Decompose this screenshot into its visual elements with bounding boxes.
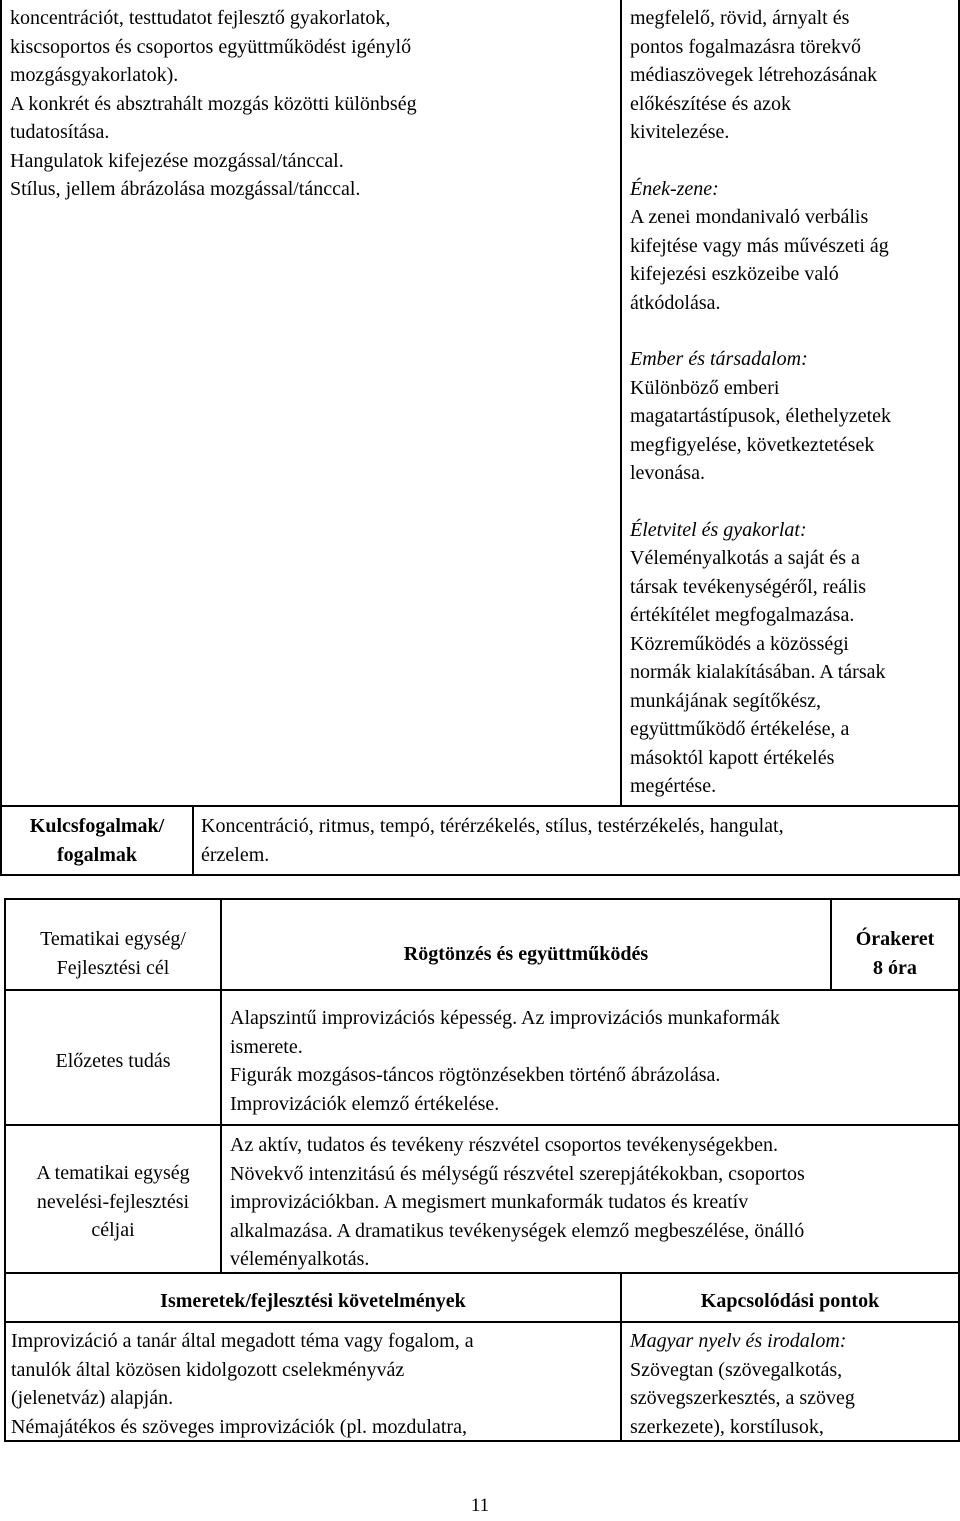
right-intro-line: médiaszövegek létrehozásának xyxy=(630,64,878,86)
unit-label-line: Tematikai egység/ xyxy=(40,928,186,950)
block-line: A zenei mondanivaló verbális xyxy=(630,206,869,228)
req-line: Improvizáció a tanár által megadott téma vagy fogalom, a xyxy=(11,1330,474,1352)
prior-line: Improvizációk elemző értékelése. xyxy=(230,1092,500,1115)
block-line: Közreműködés a közösségi xyxy=(630,632,849,655)
connections-heading: Magyar nyelv és irodalom: xyxy=(630,1330,847,1352)
block-line: normák kialakításában. A társak xyxy=(630,661,886,683)
req-line: (jelenetváz) alapján. xyxy=(11,1387,174,1409)
goals-label-line: A tematikai egység xyxy=(36,1162,190,1184)
block-line: Különböző emberi xyxy=(630,376,780,399)
goals-value xyxy=(230,1131,805,1274)
t1-left-text xyxy=(10,4,417,204)
connections-value xyxy=(630,1327,855,1441)
goals-line: improvizációkban. A megismert munkaformák tudatos és kreatív xyxy=(230,1191,749,1213)
requirements-header: Ismeretek/fejlesztési követelmények xyxy=(160,1290,466,1312)
block-line: másoktól kapott értékelés xyxy=(630,746,835,769)
block-line: Véleményalkotás a saját és a xyxy=(630,547,860,569)
goals-label-line: nevelési-fejlesztési xyxy=(36,1190,190,1213)
left-line: koncentrációt, testtudatot fejlesztő gyakorlatok, xyxy=(10,7,391,29)
connections-header: Kapcsolódási pontok xyxy=(700,1290,880,1312)
left-line: A konkrét és absztrahált mozgás közötti különbség xyxy=(10,92,417,115)
block-heading-enek-zene: Ének-zene: xyxy=(630,177,719,200)
hours-label: Órakeret xyxy=(855,928,935,950)
prior-line: Alapszintű improvizációs képesség. Az improvizációs munkaformák xyxy=(230,1007,780,1029)
block-line: átkódolása. xyxy=(630,291,721,314)
left-line: kiscsoportos és csoportos együttműködést igénylő xyxy=(10,35,412,58)
right-intro-line: pontos fogalmazásra törekvő xyxy=(630,35,862,58)
block-line: magatartástípusok, élethelyzetek xyxy=(630,405,892,427)
t1-col-divider xyxy=(620,0,622,806)
key-concepts-label xyxy=(2,812,192,869)
t2-prior-bottom xyxy=(4,1124,960,1126)
prior-knowledge-value xyxy=(230,1004,780,1118)
block-line: együttműködő értékelése, a xyxy=(630,718,850,740)
prior-knowledge-label: Előzetes tudás xyxy=(55,1050,171,1072)
unit-label xyxy=(6,925,220,982)
requirements-value xyxy=(11,1327,474,1441)
prior-line: ismerete. xyxy=(230,1035,303,1058)
link-line: szerkezete), korstílusok, xyxy=(630,1415,824,1438)
hours-value: 8 óra xyxy=(873,956,917,979)
key-value-line: Koncentráció, ritmus, tempó, térérzékelés, stílus, testérzékelés, hangulat, xyxy=(201,815,784,837)
t1-key-label-divider xyxy=(192,805,194,876)
link-line: szövegszerkesztés, a szöveg xyxy=(630,1387,855,1409)
hours-cell xyxy=(832,925,958,982)
block-line: megértése. xyxy=(630,775,717,797)
right-intro-line: kivitelezése. xyxy=(630,121,730,143)
goals-line: alkalmazása. A dramatikus tevékenységek elemző megbeszélése, önálló xyxy=(230,1219,805,1242)
right-intro-line: előkészítése és azok xyxy=(630,92,792,115)
t2-subheader-bottom xyxy=(4,1321,960,1323)
req-line: tanulók által közösen kidolgozott cselekményváz xyxy=(11,1358,405,1381)
goals-line: véleményalkotás. xyxy=(230,1248,370,1270)
t1-key-row-top xyxy=(0,805,960,807)
goals-line: Az aktív, tudatos és tevékeny részvétel csoportos tevékenységekben. xyxy=(230,1134,778,1156)
block-line: megfigyelése, következtetések xyxy=(630,433,875,456)
block-line: értékítélet megfogalmazása. xyxy=(630,604,855,626)
left-line: mozgásgyakorlatok). xyxy=(10,64,179,86)
key-value-line: érzelem. xyxy=(201,843,270,866)
block-line: kifejezési eszközeibe való xyxy=(630,263,839,285)
block-line: munkájának segítőkész, xyxy=(630,689,822,712)
left-line: tudatosítása. xyxy=(10,121,110,143)
t1-left-border xyxy=(0,0,2,876)
unit-title: Rögtönzés és együttműködés xyxy=(403,943,649,965)
t2-header-bottom xyxy=(4,989,960,991)
t1-bottom-border xyxy=(0,874,960,876)
goals-label-line: céljai xyxy=(91,1219,135,1241)
block-line: levonása. xyxy=(630,462,705,484)
goals-line: Növekvő intenzitású és mélységű részvétel szerepjátékokban, csoportos xyxy=(230,1162,805,1185)
goals-label xyxy=(6,1159,220,1245)
key-label-line: Kulcsfogalmak/ xyxy=(29,815,165,837)
key-concepts-value xyxy=(201,812,784,869)
t1-right-text xyxy=(630,4,891,801)
left-line: Hangulatok kifejezése mozgással/tánccal. xyxy=(10,149,344,172)
block-heading-eletvitel: Életvitel és gyakorlat: xyxy=(630,518,807,541)
req-line: Némajátékos és szöveges improvizációk (pl. mozdulatra, xyxy=(11,1415,467,1438)
block-line: kifejtése vagy más művészeti ág xyxy=(630,234,889,257)
key-label-line: fogalmak xyxy=(57,843,137,866)
block-heading-ember-es-tarsadalom: Ember és társadalom: xyxy=(630,348,808,370)
block-line: társak tevékenységéről, reális xyxy=(630,575,867,598)
left-line: Stílus, jellem ábrázolása mozgással/tánccal. xyxy=(10,178,361,200)
t2-top-border xyxy=(4,898,960,900)
unit-label-line: Fejlesztési cél xyxy=(56,956,170,979)
prior-line: Figurák mozgásos-táncos rögtönzésekben történő ábrázolása. xyxy=(230,1064,721,1086)
right-intro-line: megfelelő, rövid, árnyalt és xyxy=(630,7,850,29)
page-number: 11 xyxy=(470,1495,490,1516)
link-line: Szövegtan (szövegalkotás, xyxy=(630,1358,843,1381)
